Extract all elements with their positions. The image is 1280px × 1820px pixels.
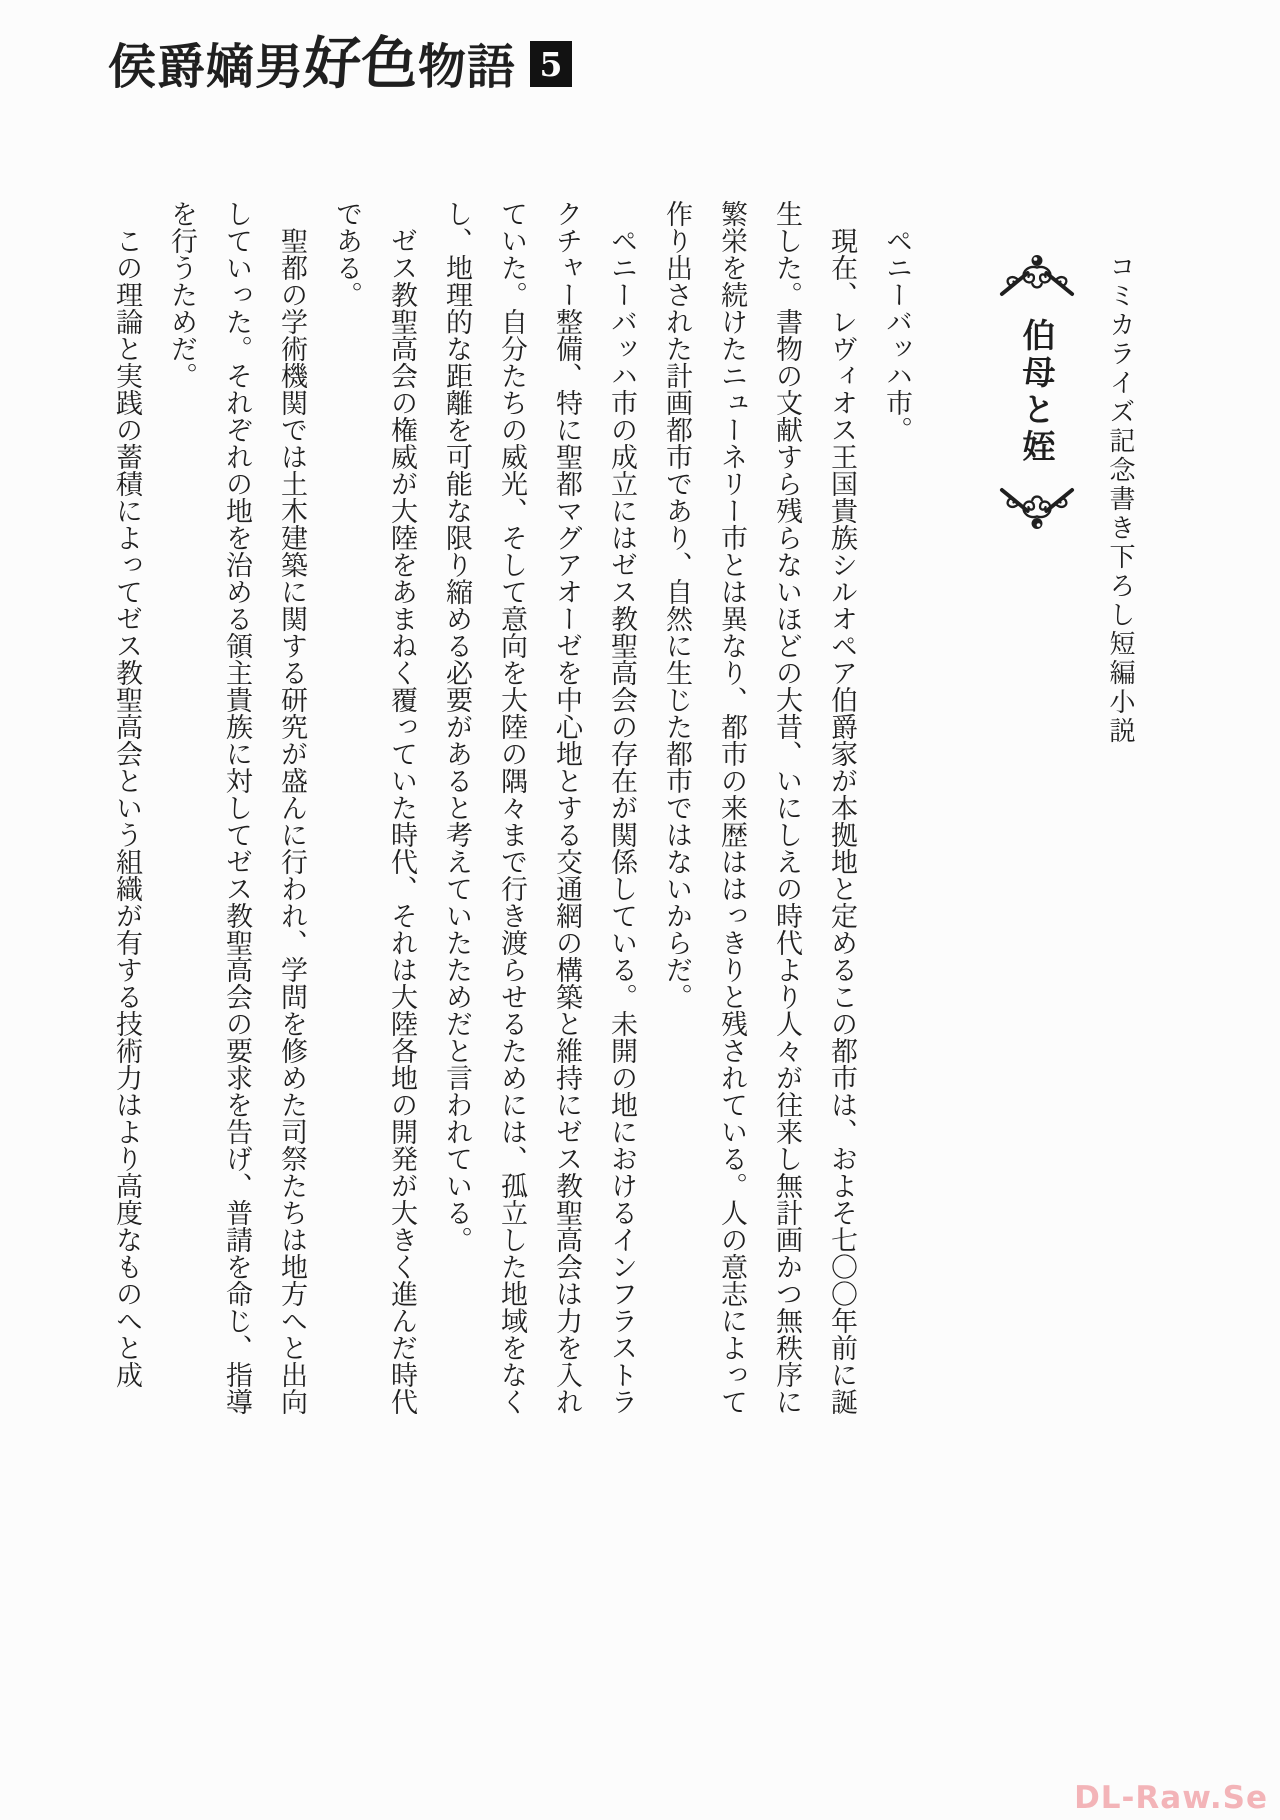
paragraph: 現在、レヴィオス王国貴族シルオペア伯爵家が本拠地と定めるこの都市は、およそ七〇〇年前に誕生した。書物の文献すら残らないほどの大昔、いにしえの時代より人々が往来し無計画かつ無秩序に繁栄を続けたニューネリー市とは異なり、都市の来歴ははっきりと残されている。人の意志によって作り出された計画都市であり、自然に生じた都市ではないからだ。 — [661, 200, 857, 1415]
subtitle-column: コミカライズ記念書き下ろし短編小説 — [1105, 253, 1135, 746]
series-title-part1: 侯爵嫡男 — [108, 39, 305, 95]
watermark: DL-Raw.Se — [1074, 1780, 1268, 1816]
paragraph: この理論と実践の蓄積によってゼス教聖高会という組織が有する技術力はより高度なものへと成 — [111, 227, 142, 1388]
series-title — [108, 30, 516, 98]
flourish-ornament-top-icon — [998, 248, 1076, 312]
story-text — [97, 200, 924, 1422]
paragraph: 聖都の学術機関では土木建築に関する研究が盛んに行われ、学問を修めた司祭たちは地方へと出向していった。それぞれの地を治める領主貴族に対してゼス教聖高会の要求を告げ、普請を命じ、指導を行うためだ。 — [166, 200, 307, 1415]
series-title-part2: 物語 — [418, 39, 517, 95]
paragraph: ペニーバッハ市。 — [881, 227, 912, 443]
volume-badge: 5 — [530, 41, 572, 87]
paragraph: ペニーバッハ市の成立にはゼス教聖高会の存在が関係している。未開の地におけるインフラストラクチャー整備、特に聖都マグアオーゼを中心地とする交通網の構築と維持にゼス教聖高会は力を入れていた。自分たちの威光、そして意向を大陸の隅々まで行き渡らせるためには、孤立した地域をなくし、地理的な距離を可能な限り縮める必要があると考えていたためだと言われている。 — [441, 200, 637, 1415]
series-title-accent: 好色 — [301, 30, 421, 97]
flourish-ornament-bottom-icon — [998, 472, 1076, 536]
chapter-title-block — [998, 248, 1076, 536]
chapter-title: 伯母と姪 — [1017, 318, 1057, 466]
paragraph: ゼス教聖高会の権威が大陸をあまねく覆っていた時代、それは大陸各地の開発が大きく進んだ時代である。 — [331, 200, 417, 1415]
page-header — [108, 30, 572, 98]
